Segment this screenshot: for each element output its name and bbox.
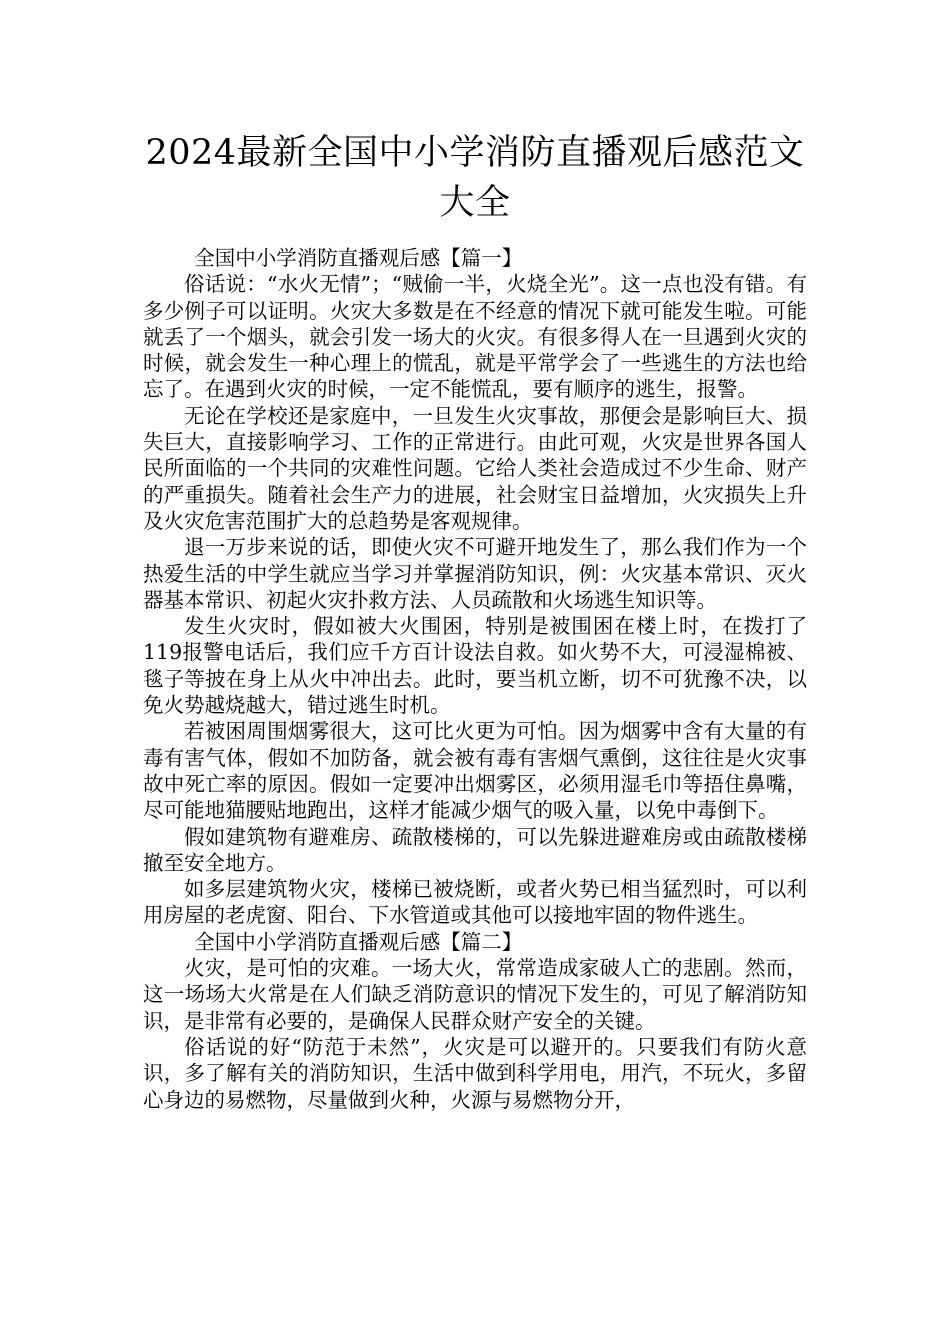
paragraph: 若被困周围烟雾很大，这可比火更为可怕。因为烟雾中含有大量的有毒有害气体，假如不加防备，就会被有毒有害烟气熏倒，这往往是火灾事故中死亡率的原因。假如一定要冲出烟雾区，必须用湿毛巾等捂住鼻嘴，尽可能地猫腰贴地跑出，这样才能减少烟气的吸入量，以免中毒倒下。 — [143, 719, 807, 823]
paragraph: 发生火灾时，假如被大火围困，特别是被围困在楼上时，在拨打了119报警电话后，我们应千方百计设法自救。如火势不大，可浸湿棉被、毯子等披在身上从火中冲出去。此时，要当机立断，切不可犹豫不决，以免火势越烧越大，错过逃生时机。 — [143, 614, 807, 718]
paragraph: 火灾，是可怕的灾难。一场大火，常常造成家破人亡的悲剧。然而，这一场场大火常是在人们缺乏消防意识的情况下发生的，可见了解消防知识，是非常有必要的，是确保人民群众财产安全的关键。 — [143, 956, 807, 1033]
paragraph: 如多层建筑物火灾，楼梯已被烧断，或者火势已相当猛烈时，可以利用房屋的老虎窗、阳台、下水管道或其他可以接地牢固的物件逃生。 — [143, 877, 807, 928]
paragraph: 俗话说：“水火无情”；“贼偷一半，火烧全光”。这一点也没有错。有多少例子可以证明。火灾大多数是在不经意的情况下就可能发生啦。可能就丢了一个烟头，就会引发一场大的火灾。有很多得人在一旦遇到火灾的时候，就会发生一种心理上的慌乱，就是平常学会了一些逃生的方法也给忘了。在遇到火灾的时候，一定不能慌乱，要有顺序的逃生，报警。 — [143, 272, 807, 402]
document-title — [140, 128, 810, 228]
document-body — [143, 245, 807, 1113]
title-line-1: 2024最新全国中小学消防直播观后感范文 — [145, 133, 805, 173]
paragraph: 俗话说的好“防范于未然”，火灾是可以避开的。只要我们有防火意识，多了解有关的消防知识，生活中做到科学用电，用汽，不玩火，多留心身边的易燃物，尽量做到火种，火源与易燃物分开， — [143, 1034, 807, 1112]
section-heading-1: 全国中小学消防直播观后感【篇一】 — [194, 246, 523, 270]
paragraph: 退一万步来说的话，即使火灾不可避开地发生了，那么我们作为一个热爱生活的中学生就应当学习并掌握消防知识，例：火灾基本常识、灭火器基本常识、初起火灾扑救方法、人员疏散和火场逃生知识等。 — [143, 535, 807, 612]
title-line-2: 大全 — [439, 183, 511, 223]
section-heading-2: 全国中小学消防直播观后感【篇二】 — [194, 929, 523, 954]
paragraph: 假如建筑物有避难房、疏散楼梯的，可以先躲进避难房或由疏散楼梯撤至安全地方。 — [143, 824, 807, 875]
paragraph: 无论在学校还是家庭中，一旦发生火灾事故，那便会是影响巨大、损失巨大，直接影响学习、工作的正常进行。由此可观，火灾是世界各国人民所面临的一个共同的灾难性问题。它给人类社会造成过不少生命、财产的严重损失。随着社会生产力的进展，社会财宝日益增加，火灾损失上升及火灾危害范围扩大的总趋势是客观规律。 — [143, 403, 807, 533]
